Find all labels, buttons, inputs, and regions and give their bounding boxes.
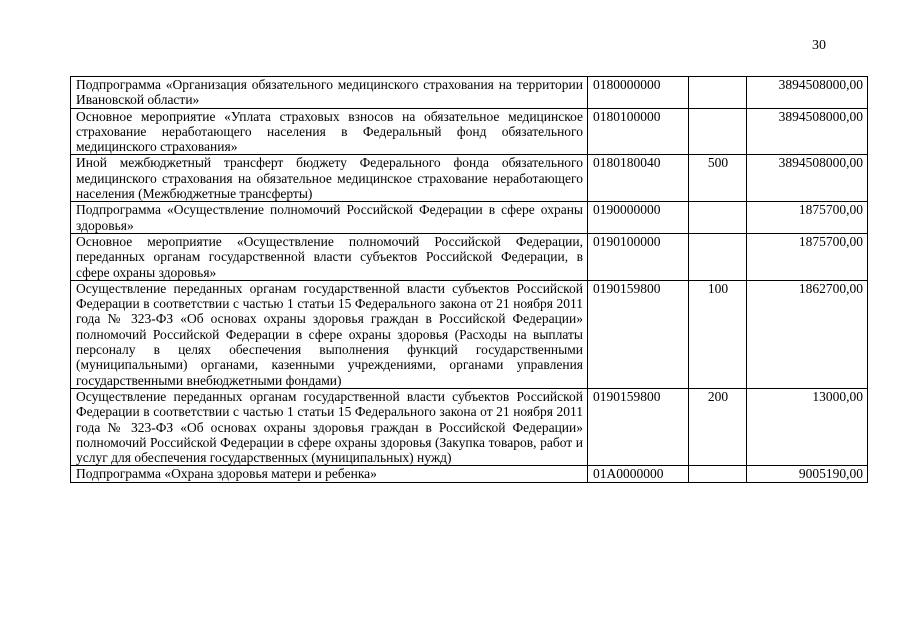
row-name: Осуществление переданных органам государственной власти субъектов Российской Федерации в соответствии с частью 1 статьи 15 Федерального закона от 21 ноября 2011 года № 323-ФЗ «Об основах охраны здоровья граждан в Российской Федерации» полномочий Российской Федерации в сфере охраны здоровья (Расходы на выплаты персоналу в целях обеспечения выполнения функций государственными (муниципальными) органами, казенными учреждениями, органами управления государственными внебюджетными фондами) bbox=[71, 280, 588, 388]
page-number: 30 bbox=[812, 38, 826, 53]
budget-table bbox=[70, 76, 868, 483]
row-amount: 1862700,00 bbox=[747, 280, 868, 388]
table-row bbox=[71, 108, 868, 155]
row-name: Основное мероприятие «Уплата страховых взносов на обязательное медицинское страхование неработающего населения в Федеральный фонд обязательного медицинского страхования» bbox=[71, 108, 588, 155]
row-name: Иной межбюджетный трансферт бюджету Федерального фонда обязательного медицинского страхования на обязательное медицинское страхование неработающего населения (Межбюджетные трансферты) bbox=[71, 155, 588, 202]
row-target-code: 0190159800 bbox=[588, 388, 689, 465]
row-target-code: 0180100000 bbox=[588, 108, 689, 155]
row-expense-type bbox=[689, 108, 747, 155]
row-name: Основное мероприятие «Осуществление полномочий Российской Федерации, переданных органам государственной власти субъектов Российской Федерации, в сфере охраны здоровья» bbox=[71, 233, 588, 280]
row-expense-type bbox=[689, 202, 747, 234]
row-amount: 3894508000,00 bbox=[747, 108, 868, 155]
row-expense-type bbox=[689, 233, 747, 280]
row-expense-type: 100 bbox=[689, 280, 747, 388]
row-target-code: 01А0000000 bbox=[588, 466, 689, 482]
row-amount: 3894508000,00 bbox=[747, 155, 868, 202]
row-amount: 13000,00 bbox=[747, 388, 868, 465]
table-row bbox=[71, 233, 868, 280]
row-amount: 1875700,00 bbox=[747, 233, 868, 280]
table-row bbox=[71, 280, 868, 388]
table-row bbox=[71, 77, 868, 109]
row-target-code: 0180000000 bbox=[588, 77, 689, 109]
table-row bbox=[71, 388, 868, 465]
row-name: Подпрограмма «Организация обязательного медицинского страхования на территории Ивановской области» bbox=[71, 77, 588, 109]
row-name: Осуществление переданных органам государственной власти субъектов Российской Федерации в соответствии с частью 1 статьи 15 Федерального закона от 21 ноября 2011 года № 323-ФЗ «Об основах охраны здоровья граждан в Российской Федерации» полномочий Российской Федерации в сфере охраны здоровья (Закупка товаров, работ и услуг для обеспечения государственных (муниципальных) нужд) bbox=[71, 388, 588, 465]
row-target-code: 0190100000 bbox=[588, 233, 689, 280]
row-target-code: 0180180040 bbox=[588, 155, 689, 202]
row-expense-type bbox=[689, 466, 747, 482]
table-row bbox=[71, 466, 868, 482]
row-target-code: 0190159800 bbox=[588, 280, 689, 388]
row-name: Подпрограмма «Охрана здоровья матери и ребенка» bbox=[71, 466, 588, 482]
row-amount: 3894508000,00 bbox=[747, 77, 868, 109]
row-amount: 1875700,00 bbox=[747, 202, 868, 234]
row-name: Подпрограмма «Осуществление полномочий Российской Федерации в сфере охраны здоровья» bbox=[71, 202, 588, 234]
table-row bbox=[71, 155, 868, 202]
row-expense-type: 200 bbox=[689, 388, 747, 465]
table-row bbox=[71, 202, 868, 234]
row-target-code: 0190000000 bbox=[588, 202, 689, 234]
row-expense-type bbox=[689, 77, 747, 109]
row-amount: 9005190,00 bbox=[747, 466, 868, 482]
row-expense-type: 500 bbox=[689, 155, 747, 202]
